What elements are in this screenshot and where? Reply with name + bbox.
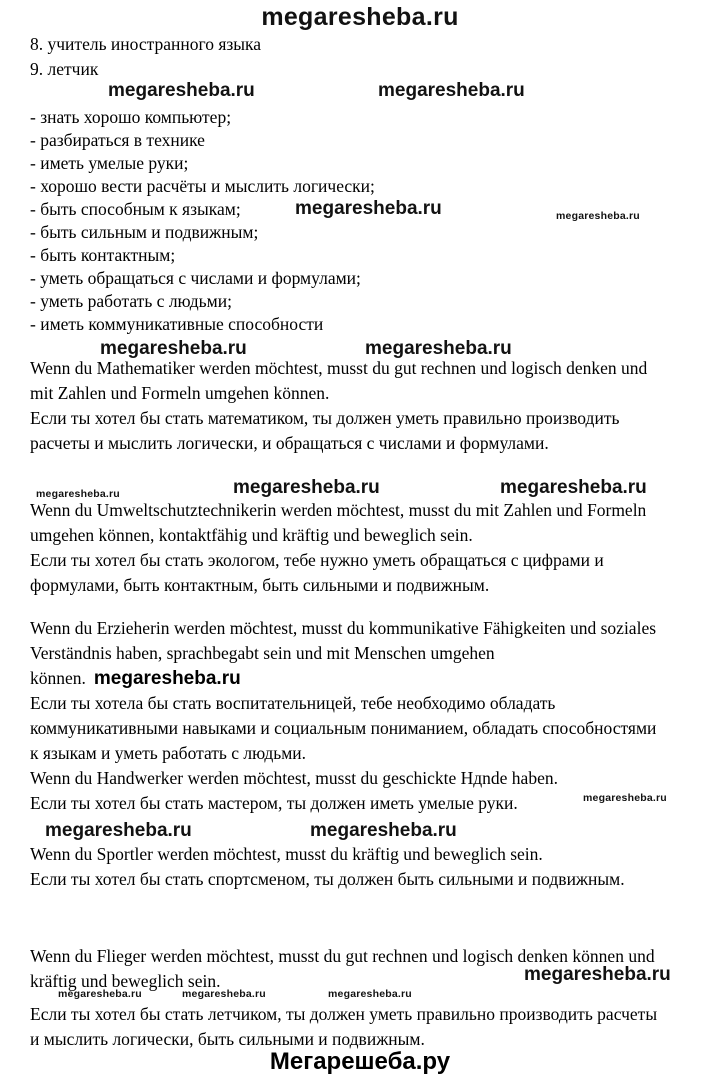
section-handwerker-german: Wenn du Handwerker werden möchtest, musst du geschickte Hдnde haben. [30, 768, 558, 788]
section-umwelt-russian: Если ты хотел бы стать экологом, тебе нужно уметь обращаться с цифрами и формулами, быть контактным, быть сильными и подвижным. [30, 550, 604, 595]
section-handwerker-russian: Если ты хотел бы стать мастером, ты должен иметь умелые руки. [30, 793, 518, 813]
watermark: megaresheba.ru [182, 988, 266, 1000]
watermark: megaresheba.ru [310, 820, 457, 841]
skills-item: - уметь работать с людьми; [30, 291, 232, 311]
skills-item: - иметь умелые руки; [30, 153, 189, 173]
section-erzieherin-russian: Если ты хотела бы стать воспитательницей, тебе необходимо обладать коммуникативными навыками и социальным пониманием, обладать способностями к языкам и уметь работать с людьми. [30, 693, 657, 763]
footer-title: Мегарешеба.ру [269, 1048, 451, 1075]
german-text: Wenn du Erzieherin werden möchtest, musst du kommunikative Fähigkeiten und soziales Verständnis haben, sprachbegabt sein und mit Menschen umgehen können. [30, 618, 657, 688]
watermark: megaresheba.ru [500, 477, 647, 498]
watermark: megaresheba.ru [100, 338, 247, 359]
watermark: megaresheba.ru [108, 80, 255, 101]
section-mathematiker-german: Wenn du Mathematiker werden möchtest, musst du gut rechnen und logisch denken und mit Zahlen und Formeln umgehen können. [30, 358, 648, 403]
skills-item: - иметь коммуникативные способности [30, 314, 324, 334]
answer-item-8: 8. учитель иностранного языка [30, 34, 262, 54]
skills-item: - разбираться в технике [30, 130, 205, 150]
section-sportler-russian: Если ты хотел бы стать спортсменом, ты должен быть сильными и подвижным. [30, 869, 625, 889]
skills-item: - быть контактным; [30, 245, 176, 265]
skills-item: - быть способным к языкам; [30, 199, 241, 219]
watermark: megaresheba.ru [583, 792, 667, 804]
watermark: megaresheba.ru [556, 210, 640, 222]
watermark: megaresheba.ru [233, 477, 380, 498]
watermark: megaresheba.ru [36, 488, 120, 500]
watermark: megaresheba.ru [365, 338, 512, 359]
section-flieger-russian: Если ты хотел бы стать летчиком, ты должен уметь правильно производить расчеты и мыслить логически, быть сильными и подвижным. [30, 1004, 658, 1049]
section-sportler-german: Wenn du Sportler werden möchtest, musst du kräftig und beweglich sein. [30, 844, 543, 864]
skills-item: - хорошо вести расчёты и мыслить логически; [30, 176, 375, 196]
section-umwelt-german: Wenn du Umweltschutztechnikerin werden möchtest, musst du mit Zahlen und Formeln umgehen können, kontaktfähig und kräftig und beweglich sein. [30, 500, 647, 545]
watermark-header: megaresheba.ru [261, 3, 459, 31]
watermark: megaresheba.ru [58, 988, 142, 1000]
skills-item: - уметь обращаться с числами и формулами; [30, 268, 361, 288]
watermark: megaresheba.ru [45, 820, 192, 841]
section-erzieherin-german [30, 616, 660, 691]
skills-item: - знать хорошо компьютер; [30, 107, 232, 127]
watermark: megaresheba.ru [378, 80, 525, 101]
watermark: megaresheba.ru [93, 668, 241, 689]
watermark: megaresheba.ru [295, 198, 442, 219]
section-flieger-german: Wenn du Flieger werden möchtest, musst du gut rechnen und logisch denken können und kräftig und beweglich sein. [30, 946, 655, 991]
section-mathematiker-russian: Если ты хотел бы стать математиком, ты должен уметь правильно производить расчеты и мыслить логически, и обращаться с числами и формулами. [30, 408, 620, 453]
watermark: megaresheba.ru [328, 988, 412, 1000]
skills-item: - быть сильным и подвижным; [30, 222, 259, 242]
watermark: megaresheba.ru [524, 964, 671, 985]
answer-item-9: 9. летчик [30, 59, 99, 79]
